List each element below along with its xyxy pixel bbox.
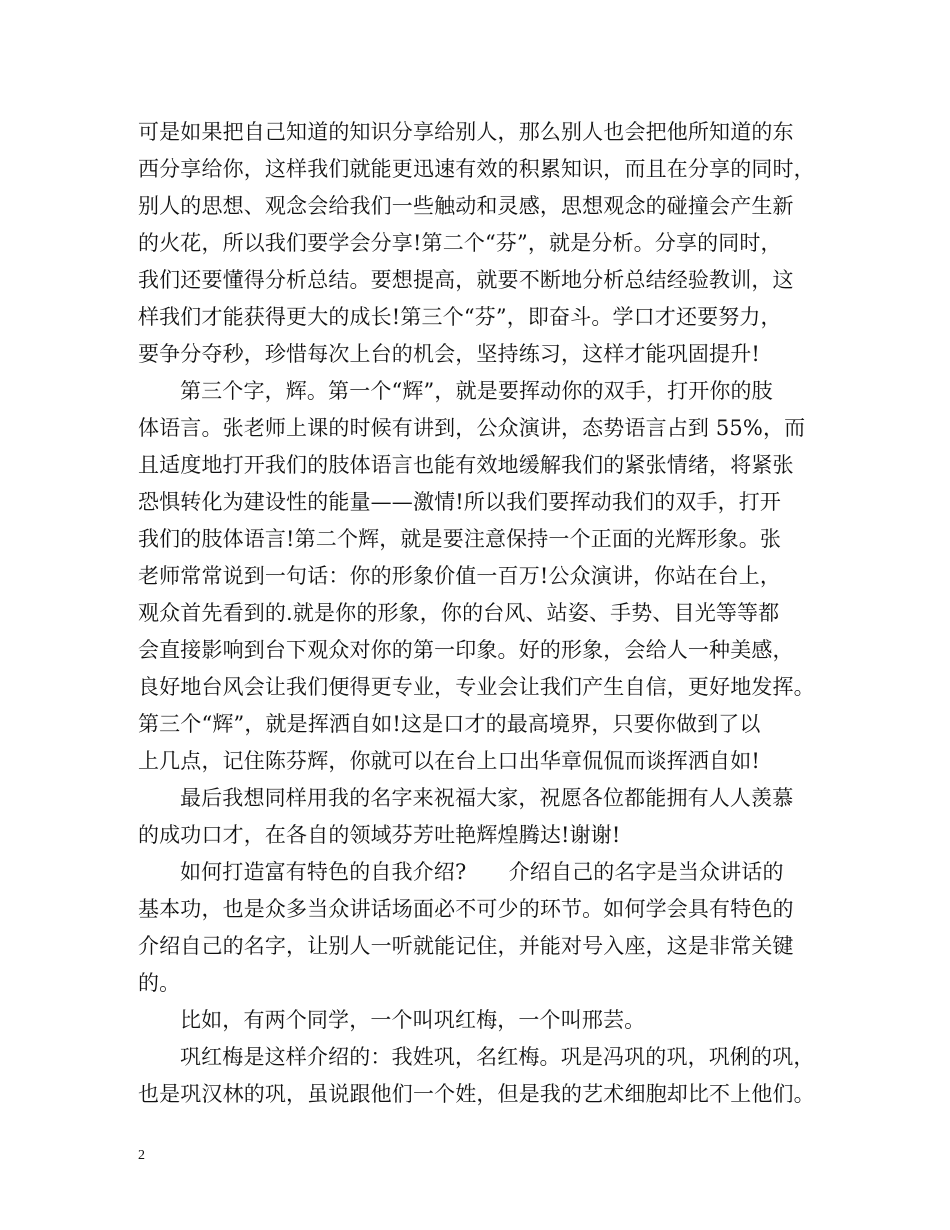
- text-line: 我们还要懂得分析总结。要想提高，就要不断地分析总结经验教训，这: [138, 268, 794, 292]
- text-line: 体语言。张老师上课的时候有讲到，公众演讲，态势语言占到 55%，而: [138, 416, 806, 440]
- body-text: [138, 114, 828, 1113]
- text-line: 样我们才能获得更大的成长!第三个“芬”，即奋斗。学口才还要努力，: [138, 305, 782, 329]
- text-line: 可是如果把自己知道的知识分享给别人，那么别人也会把他所知道的东: [138, 120, 794, 144]
- text-line: 第三个“辉”，就是挥洒自如!这是口才的最高境界，只要你做到了以: [138, 712, 761, 736]
- text-line: 且适度地打开我们的肢体语言也能有效地缓解我们的紧张情绪，将紧张: [138, 453, 794, 477]
- text-line: 良好地台风会让我们便得更专业，专业会让我们产生自信，更好地发挥。: [138, 675, 815, 699]
- text-line: 基本功，也是众多当众讲话场面必不可少的环节。如何学会具有特色的: [138, 897, 794, 921]
- text-line: 的。: [138, 971, 181, 995]
- text-line: 的成功口才，在各自的领域芬芳吐艳辉煌腾达!谢谢!: [138, 823, 621, 847]
- text-line: 恐惧转化为建设性的能量——激情!所以我们要挥动我们的双手，打开: [138, 490, 782, 514]
- text-line: 会直接影响到台下观众对你的第一印象。好的形象，会给人一种美感，: [138, 638, 794, 662]
- paragraph-start-line: 最后我想同样用我的名字来祝福大家，祝愿各位都能拥有人人羡慕: [180, 786, 794, 810]
- text-line: 西分享给你，这样我们就能更迅速有效的积累知识，而且在分享的同时，: [138, 157, 815, 181]
- text-line: 也是巩汉林的巩，虽说跟他们一个姓，但是我的艺术细胞却比不上他们。: [138, 1082, 815, 1106]
- page-number: 2: [138, 1148, 145, 1163]
- text-line: 要争分夺秒，珍惜每次上台的机会，坚持练习，这样才能巩固提升!: [138, 342, 760, 366]
- paragraph-start-line: 如何打造富有特色的自我介绍? 介绍自己的名字是当众讲话的: [180, 860, 784, 884]
- text-line: 介绍自己的名字，让别人一听就能记住，并能对号入座，这是非常关键: [138, 934, 794, 958]
- paragraph-start-line: 巩红梅是这样介绍的：我姓巩，名红梅。巩是冯巩的巩，巩俐的巩，: [180, 1045, 815, 1069]
- text-line: 我们的肢体语言!第二个辉，就是要注意保持一个正面的光辉形象。张: [138, 527, 782, 551]
- paragraph-start-line: 第三个字，辉。第一个“辉”，就是要挥动你的双手，打开你的肢: [180, 379, 773, 403]
- text-line: 的火花，所以我们要学会分享!第二个“芬”，就是分析。分享的同时，: [138, 231, 782, 255]
- text-line: 观众首先看到的.就是你的形象，你的台风、站姿、手势、目光等等都: [138, 601, 780, 625]
- text-line: 老师常常说到一句话：你的形象价值一百万!公众演讲，你站在台上，: [138, 564, 782, 588]
- text-line: 上几点，记住陈芬辉，你就可以在台上口出华章侃侃而谈挥洒自如!: [138, 749, 760, 773]
- text-line: 别人的思想、观念会给我们一些触动和灵感，思想观念的碰撞会产生新: [138, 194, 794, 218]
- paragraph-start-line: 比如，有两个同学，一个叫巩红梅，一个叫邢芸。: [180, 1008, 646, 1032]
